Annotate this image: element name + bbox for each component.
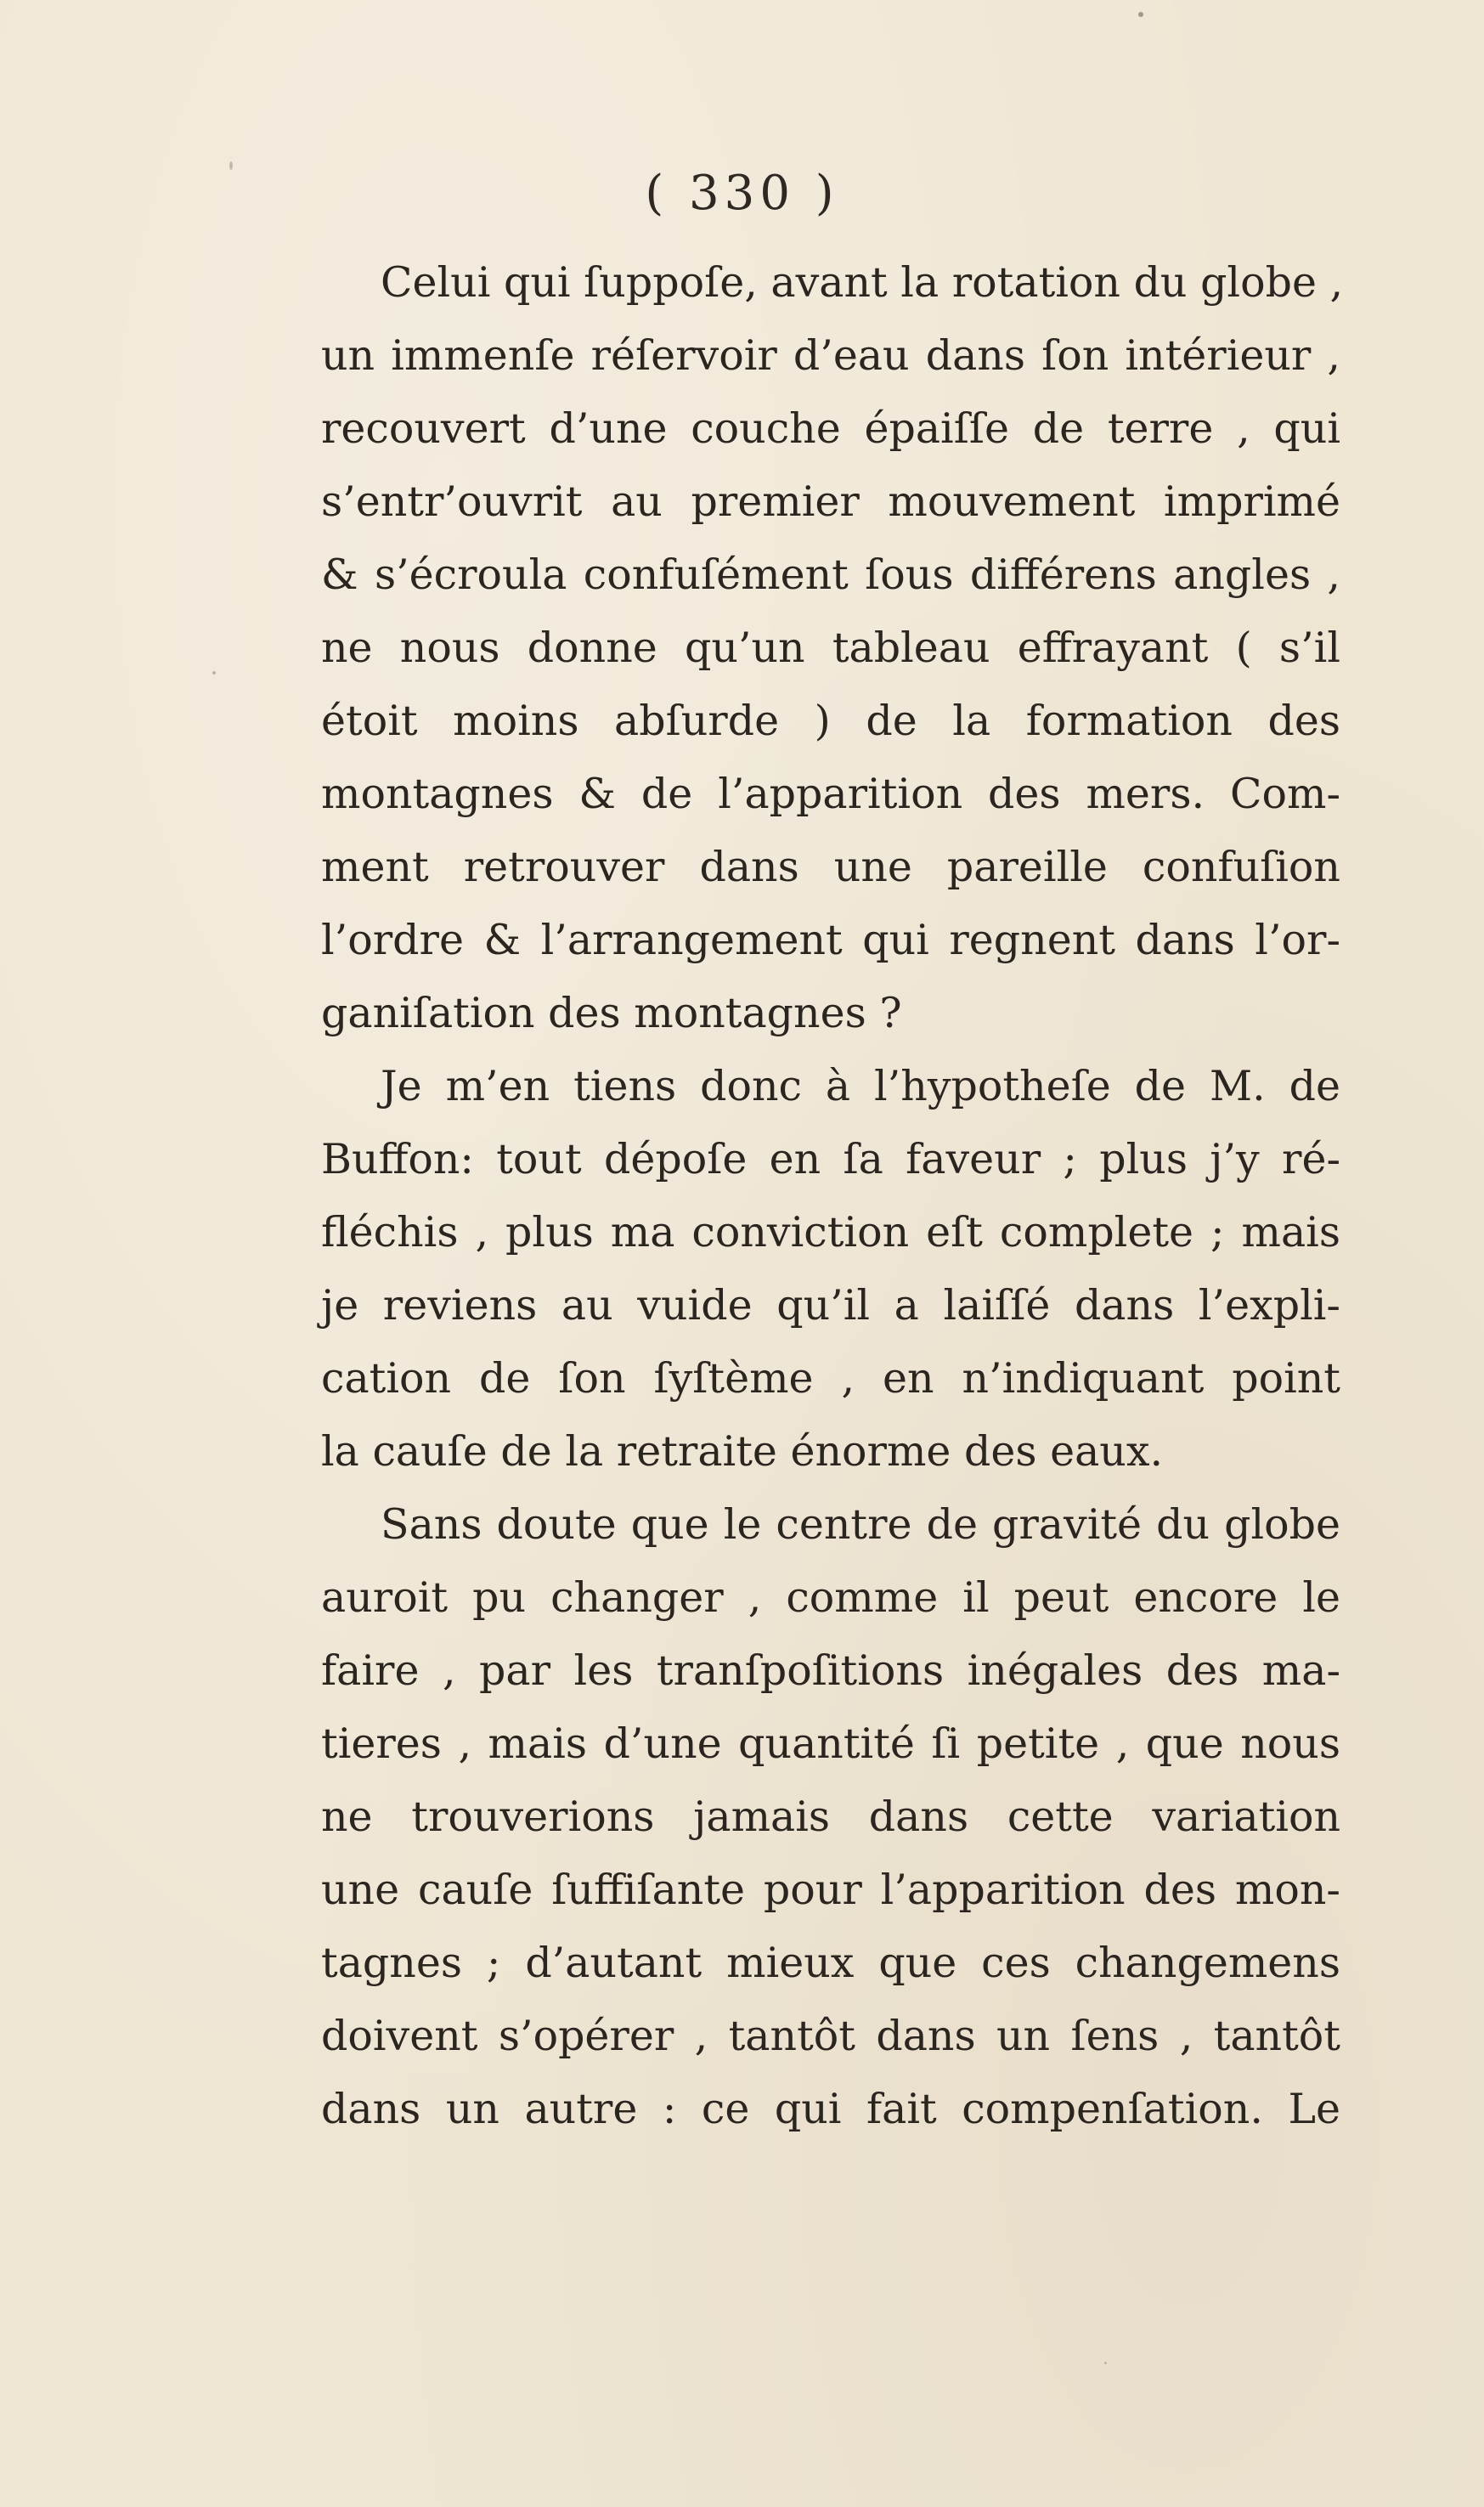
text-line: un immenſe réſervoir d’eau dans ſon intérieur , (321, 331, 1340, 380)
text-line: Celui qui ſuppoſe, avant la rotation du globe , (381, 258, 1344, 307)
paper-speck (212, 671, 216, 675)
text-line: ne nous donne qu’un tableau effrayant ( s’il (321, 624, 1340, 672)
text-line: auroit pu changer , comme il peut encore le (321, 1573, 1340, 1622)
page-number: ( 330 ) (645, 166, 839, 221)
text-line: Je m’en tiens donc à l’hypotheſe de M. de (381, 1062, 1340, 1110)
paper-speck (1104, 2362, 1107, 2364)
text-line: je reviens au vuide qu’il a laiſſé dans l’expli- (321, 1281, 1340, 1330)
text-line: ne trouverions jamais dans cette variation (321, 1793, 1340, 1841)
text-line: étoit moins abſurde ) de la formation des (321, 697, 1340, 745)
text-line: la cauſe de la retraite énorme des eaux. (321, 1427, 1164, 1476)
text-line: montagnes & de l’apparition des mers. Com- (321, 770, 1340, 818)
text-line: & s’écroula confuſément ſous différens angles , (321, 551, 1340, 599)
text-line: fléchis , plus ma conviction eſt complete ; mais (321, 1208, 1340, 1256)
text-line: tieres , mais d’une quantité ſi petite , que nous (321, 1719, 1340, 1768)
text-line: recouvert d’une couche épaiſſe de terre , qui (321, 404, 1340, 453)
text-line: l’ordre & l’arrangement qui regnent dans l’or- (321, 916, 1340, 964)
paper-speck (229, 161, 233, 170)
text-line: doivent s’opérer , tantôt dans un ſens , tantôt (321, 2012, 1340, 2060)
text-line: cation de ſon ſyſtème , en n’indiquant point (321, 1354, 1340, 1403)
text-line: Buffon: tout dépoſe en ſa faveur ; plus j’y ré- (321, 1135, 1340, 1183)
body-text (321, 246, 1344, 2146)
text-line: une cauſe ſuffiſante pour l’apparition des mon- (321, 1866, 1340, 1914)
text-line: tagnes ; d’autant mieux que ces changemens (321, 1939, 1340, 1987)
text-line: faire , par les tranſpoſitions inégales des ma- (321, 1646, 1340, 1695)
text-line: Sans doute que le centre de gravité du globe (381, 1500, 1340, 1549)
text-line: ment retrouver dans une pareille confuſion (321, 843, 1340, 891)
text-line: s’entr’ouvrit au premier mouvement imprimé (321, 477, 1340, 526)
text-line: ganiſation des montagnes ? (321, 989, 902, 1037)
text-line: dans un autre : ce qui fait compenſation. Le (321, 2085, 1340, 2133)
paper-speck (1138, 12, 1143, 17)
